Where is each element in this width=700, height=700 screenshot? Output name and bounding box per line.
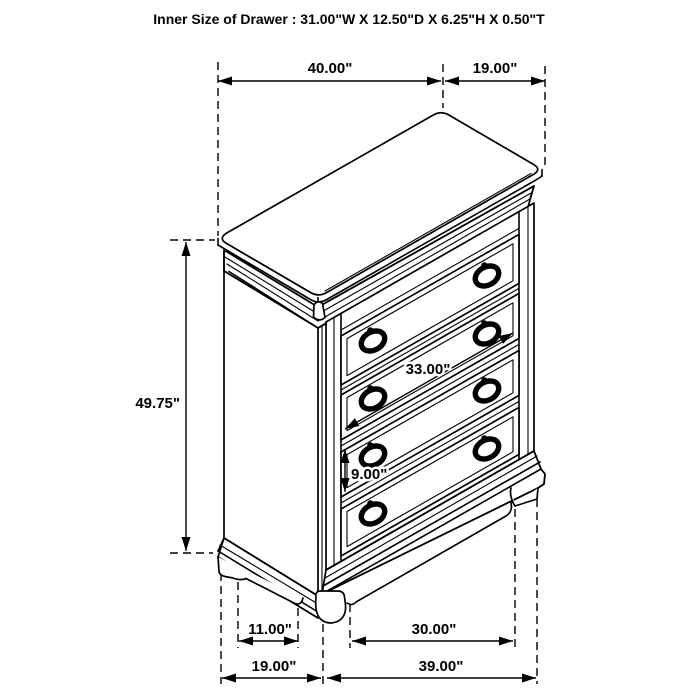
dim-floor-depth-label: 19.00" [251, 658, 297, 675]
dim-drawer-width-label: 33.00" [405, 361, 451, 378]
dim-floor-width-label: 39.00" [418, 658, 464, 675]
corner-post-cap [314, 302, 326, 320]
drawer-inner-size-title: Inner Size of Drawer : 31.00"W X 12.50"D X 6.25"H X 0.50"T [153, 11, 545, 27]
dim-drawer-front-height-label: 9.00" [351, 466, 388, 483]
dim-top-depth-label: 19.00" [472, 60, 518, 77]
dim-overall-height [135, 242, 186, 551]
dim-side-foot-spacing-label: 11.00" [248, 621, 292, 638]
dim-top-width [218, 60, 441, 81]
dim-floor-depth [222, 658, 321, 678]
dim-side-foot-spacing [239, 621, 298, 641]
dim-front-foot-spacing [352, 621, 513, 641]
chest-drawing [218, 113, 545, 623]
dim-overall-height-label: 49.75" [135, 395, 180, 412]
front-left-bun-foot [316, 591, 346, 623]
dim-top-depth [445, 60, 545, 81]
dim-top-width-label: 40.00" [307, 60, 353, 77]
dim-floor-width [327, 658, 536, 678]
dim-front-foot-spacing-label: 30.00" [411, 621, 457, 638]
